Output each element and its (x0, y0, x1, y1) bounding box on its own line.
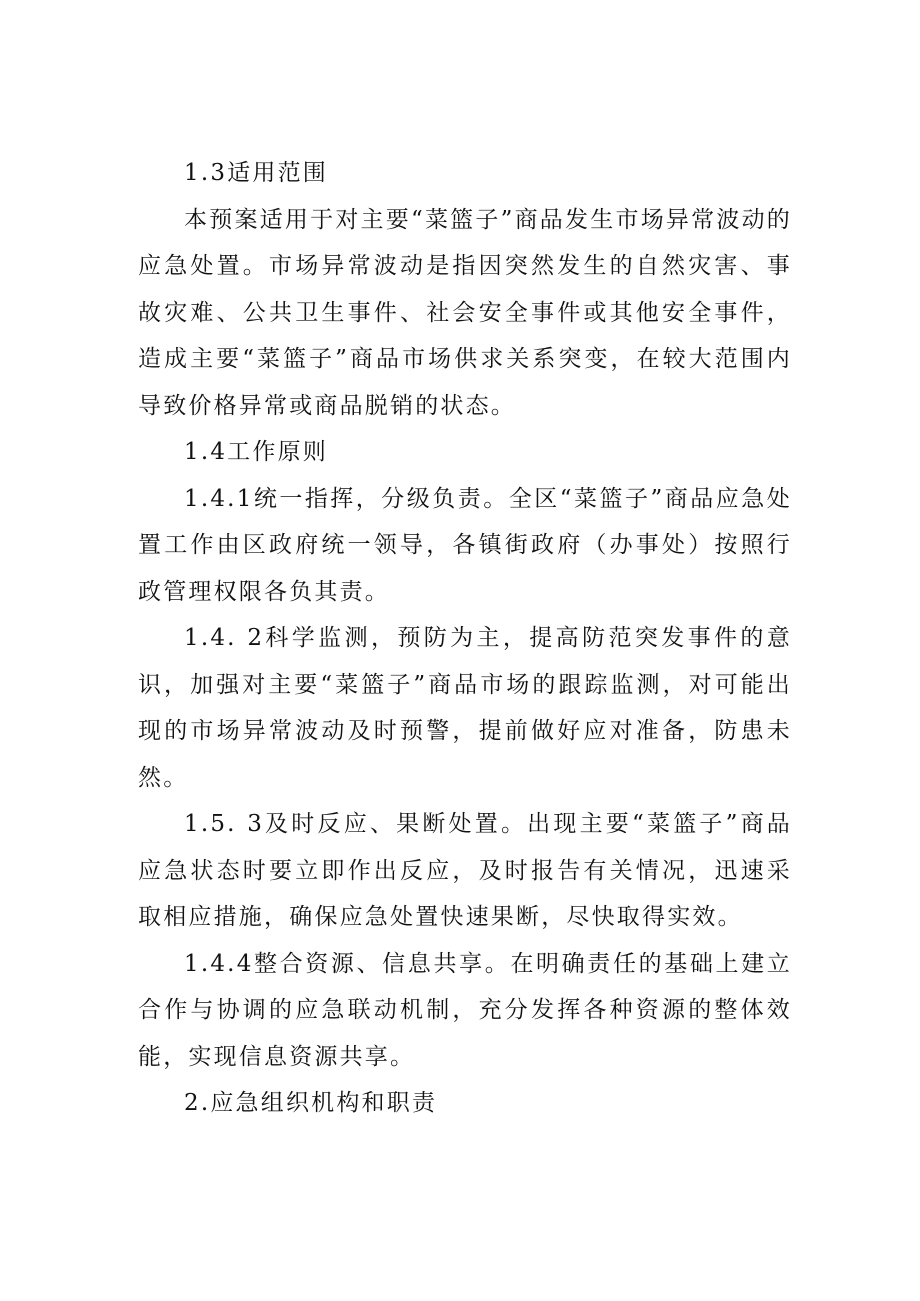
paragraph-principle-4: 1.4.4整合资源、信息共享。在明确责任的基础上建立合作与协调的应急联动机制，充分发挥各种资源的整体效能，实现信息资源共享。 (138, 950, 792, 1070)
section-heading-scope: 1.3适用范围 (184, 160, 328, 186)
section-heading-organization: 2.应急组织机构和职责 (184, 1090, 438, 1116)
paragraph-principle-1: 1.4.1统一指挥，分级负责。全区“菜篮子”商品应急处置工作由区政府统一领导，各镇街政府（办事处）按照行政管理权限各负其责。 (138, 485, 792, 605)
paragraph-principle-3: 1.5. 3及时反应、果断处置。出现主要“菜篮子”商品应急状态时要立即作出反应，及时报告有关情况，迅速采取相应措施，确保应急处置快速果断，尽快取得实效。 (138, 811, 792, 930)
document-body (138, 150, 792, 1127)
paragraph-principle-2: 1.4. 2科学监测，预防为主，提高防范突发事件的意识，加强对主要“菜篮子”商品市场的跟踪监测，对可能出现的市场异常波动及时预警，提前做好应对准备，防患未然。 (138, 625, 792, 791)
paragraph-scope: 本预案适用于对主要“菜篮子”商品发生市场异常波动的应急处置。市场异常波动是指因突然发生的自然灾害、事故灾难、公共卫生事件、社会安全事件或其他安全事件，造成主要“菜篮子”商品市场供求关系突变，在较大范围内导致价格异常或商品脱销的状态。 (138, 206, 792, 419)
section-heading-principles: 1.4工作原则 (184, 439, 328, 465)
